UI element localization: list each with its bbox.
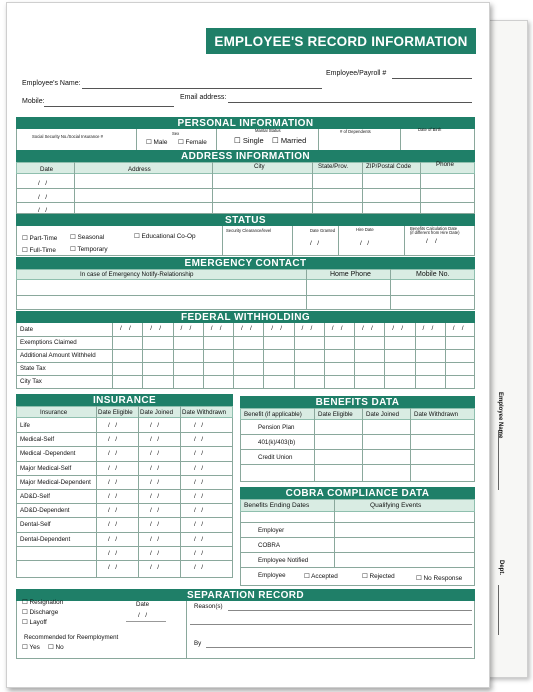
- divider: [136, 129, 137, 151]
- divider: [362, 408, 363, 482]
- educational-label: Educational Co-Op: [141, 233, 196, 240]
- by-label: By: [194, 640, 202, 647]
- side-line-1: [498, 430, 499, 490]
- cobra-row-cobra: COBRA: [258, 542, 281, 549]
- resignation-checkbox[interactable]: ☐ Resignation: [22, 599, 64, 606]
- cobra-employee-label: Employee: [258, 572, 286, 579]
- insurance-date-slashes[interactable]: / /: [194, 422, 204, 429]
- layoff-label: Layoff: [29, 619, 47, 626]
- security-label: Security Clearance/level: [226, 228, 272, 233]
- benefits-calc-note: (if different from Hire Date): [410, 230, 460, 235]
- insurance-date-slashes[interactable]: / /: [108, 464, 118, 472]
- insurance-date-slashes[interactable]: / /: [150, 549, 160, 557]
- federal-date-slashes[interactable]: / /: [422, 325, 434, 332]
- full-time-checkbox[interactable]: ☐ Full-Time: [22, 247, 56, 254]
- divider: [312, 162, 313, 214]
- accepted-label: Accepted: [311, 573, 338, 580]
- insurance-col-eligible: Date Eligible: [98, 409, 133, 416]
- federal-date-slashes[interactable]: / /: [180, 325, 192, 332]
- married-label: Married: [280, 136, 307, 145]
- hire-date-label: Hire Date: [356, 227, 374, 232]
- insurance-date-slashes[interactable]: / /: [108, 549, 118, 557]
- insurance-row-line: [16, 446, 233, 447]
- federal-date-slashes[interactable]: / /: [452, 325, 464, 332]
- insurance-row-label: Medical-Self: [20, 436, 55, 444]
- emergency-row-line: [16, 295, 475, 296]
- insurance-date-slashes[interactable]: / /: [150, 521, 160, 529]
- accepted-checkbox[interactable]: ☐ Accepted: [304, 573, 338, 580]
- insurance-row-label: Dental-Dependent: [20, 535, 71, 543]
- federal-column-divider: [384, 323, 385, 389]
- separation-section-bar: SEPARATION RECORD: [16, 589, 475, 601]
- insurance-date-slashes[interactable]: / /: [108, 493, 118, 500]
- cobra-row-line: [240, 522, 475, 523]
- federal-column-divider: [173, 323, 174, 389]
- insurance-col-withdrawn: Date Withdrawn: [182, 409, 227, 416]
- full-time-label: Full-Time: [29, 247, 56, 254]
- temporary-checkbox[interactable]: ☐ Temporary: [70, 246, 108, 253]
- divider: [420, 162, 421, 214]
- federal-column-divider: [203, 323, 204, 389]
- federal-row-exemptions: Exemptions Claimed: [20, 339, 77, 346]
- divider: [186, 601, 187, 659]
- employees-name-line[interactable]: [82, 88, 322, 89]
- divider: [334, 499, 335, 567]
- form-title: EMPLOYEE'S RECORD INFORMATION: [206, 28, 476, 54]
- home-phone-label: Home Phone: [330, 271, 371, 278]
- insurance-row-label: Life: [20, 422, 30, 429]
- insurance-row-label: Medical -Dependent: [20, 450, 76, 458]
- discharge-label: Discharge: [29, 609, 59, 616]
- federal-row-line: [16, 349, 475, 350]
- divider: [216, 129, 217, 151]
- benefits-calc-label: Benefits Calculation Date: [410, 226, 458, 231]
- yes-checkbox[interactable]: ☐ Yes: [22, 644, 40, 651]
- federal-row-line: [16, 362, 475, 363]
- federal-date-slashes[interactable]: / /: [120, 325, 131, 332]
- by-line[interactable]: [206, 647, 472, 648]
- federal-column-divider: [354, 323, 355, 389]
- address-grid: [16, 174, 475, 214]
- insurance-date-slashes[interactable]: / /: [194, 507, 204, 515]
- benefits-col-joined: Date Joined: [366, 411, 400, 418]
- no-response-checkbox[interactable]: ☐ No Response: [416, 575, 463, 582]
- insurance-date-slashes[interactable]: / /: [108, 478, 118, 486]
- part-time-checkbox[interactable]: ☐ Part-Time: [22, 235, 58, 242]
- married-checkbox[interactable]: ☐ Married: [272, 136, 307, 145]
- divider: [410, 408, 411, 482]
- insurance-date-slashes[interactable]: / /: [150, 535, 160, 543]
- divider: [212, 162, 213, 214]
- address-col-date: Date: [40, 166, 54, 173]
- divider: [400, 129, 401, 151]
- single-label: Single: [242, 136, 264, 145]
- side-label-employee-name: Employee Name: [497, 392, 503, 439]
- federal-row-city: City Tax: [20, 378, 42, 385]
- mobile-no-label: Mobile No.: [416, 271, 450, 278]
- no-label: No: [55, 644, 64, 651]
- benefits-row-line: [240, 434, 475, 435]
- insurance-date-slashes[interactable]: / /: [150, 436, 160, 444]
- employees-name-label: Employee's Name:: [22, 80, 81, 87]
- address-col-address: Address: [128, 166, 151, 173]
- benefits-col-eligible: Date Eligible: [318, 411, 353, 418]
- insurance-col-joined: Date Joined: [140, 409, 174, 416]
- divider: [362, 162, 363, 214]
- cobra-row-line: [240, 567, 475, 568]
- insurance-date-slashes[interactable]: / /: [194, 549, 204, 557]
- address-col-phone: Phone: [436, 161, 454, 168]
- insurance-date-slashes[interactable]: / /: [108, 436, 118, 444]
- benefits-row-line: [240, 449, 475, 450]
- address-section-bar: ADDRESS INFORMATION: [16, 150, 475, 162]
- address-row-line: [16, 188, 475, 189]
- cobra-row-line: [240, 552, 475, 553]
- federal-column-divider: [415, 323, 416, 389]
- insurance-date-slashes[interactable]: / /: [194, 564, 204, 571]
- federal-column-divider: [233, 323, 234, 389]
- federal-date-slashes[interactable]: / /: [241, 325, 252, 332]
- divider: [314, 408, 315, 482]
- federal-row-state: State Tax: [20, 365, 46, 372]
- male-checkbox[interactable]: ☐ Male: [146, 139, 168, 146]
- federal-date-slashes[interactable]: / /: [271, 325, 283, 332]
- insurance-row-line: [16, 517, 233, 518]
- benefits-row-line: [240, 464, 475, 465]
- federal-column-divider: [445, 323, 446, 389]
- reasons-line[interactable]: [228, 610, 472, 611]
- insurance-row-line: [16, 546, 233, 547]
- insurance-date-slashes[interactable]: / /: [108, 422, 118, 429]
- cobra-section-bar: COBRA COMPLIANCE DATA: [240, 487, 475, 499]
- benefits-ending-label: Benefits Ending Dates: [244, 502, 310, 509]
- insurance-date-slashes[interactable]: / /: [150, 450, 160, 458]
- federal-column-divider: [263, 323, 264, 389]
- insurance-date-slashes[interactable]: / /: [150, 493, 160, 500]
- divider: [222, 226, 223, 256]
- divider: [404, 226, 405, 256]
- date-slashes[interactable]: / /: [38, 194, 48, 201]
- benefits-col-benefit: Benefit (if applicable): [244, 411, 302, 418]
- date-slashes[interactable]: / /: [38, 207, 48, 214]
- insurance-row-line: [16, 489, 233, 490]
- separation-date-label: Date: [136, 601, 150, 608]
- mobile-label: Mobile:: [22, 98, 45, 105]
- benefit-row-pension: Pension Plan: [258, 424, 295, 431]
- insurance-date-slashes[interactable]: / /: [194, 521, 204, 529]
- insurance-date-slashes[interactable]: / /: [150, 507, 160, 515]
- marital-label: Marital Status: [255, 128, 281, 133]
- divider: [338, 226, 339, 256]
- layoff-checkbox[interactable]: ☐ Layoff: [22, 619, 47, 626]
- no-checkbox[interactable]: ☐ No: [48, 644, 64, 651]
- federal-row-line: [16, 375, 475, 376]
- insurance-row-line: [16, 461, 233, 462]
- discharge-checkbox[interactable]: ☐ Discharge: [22, 609, 59, 616]
- reasons-label: Reason(s): [194, 603, 223, 610]
- insurance-date-slashes[interactable]: / /: [194, 436, 204, 444]
- insurance-date-slashes[interactable]: / /: [150, 564, 160, 571]
- insurance-row-line: [16, 432, 233, 433]
- date-slashes[interactable]: / /: [360, 240, 370, 247]
- folder-back-panel: [486, 20, 528, 678]
- federal-date-slashes[interactable]: / /: [301, 325, 313, 332]
- separation-date-line[interactable]: [126, 621, 166, 622]
- resignation-label: Resignation: [29, 599, 64, 606]
- divider: [318, 129, 319, 151]
- federal-date-slashes[interactable]: / /: [210, 325, 222, 332]
- status-section-bar: STATUS: [16, 214, 475, 226]
- insurance-date-slashes[interactable]: / /: [150, 478, 160, 486]
- date-slashes[interactable]: / /: [426, 238, 437, 245]
- temporary-label: Temporary: [77, 246, 108, 253]
- insurance-row-label: Major Medical-Dependent: [20, 478, 91, 486]
- cobra-row-employee-notified: Employee Notified: [258, 557, 309, 564]
- payroll-label: Employee/Payroll #: [326, 70, 387, 77]
- cobra-row-line: [240, 537, 475, 538]
- recommended-label: Recommended for Reemployment: [24, 634, 119, 641]
- female-label: Female: [185, 139, 207, 146]
- federal-date-slashes[interactable]: / /: [362, 325, 373, 332]
- reasons-line[interactable]: [190, 624, 472, 625]
- side-line-2: [498, 585, 499, 635]
- educational-checkbox[interactable]: ☐ Educational Co-Op: [134, 233, 196, 240]
- benefits-section-bar: BENEFITS DATA: [240, 396, 475, 408]
- qualifying-label: Qualifying Events: [370, 502, 422, 509]
- insurance-section-bar: INSURANCE: [16, 394, 233, 406]
- insurance-row-label: Major Medical-Self: [20, 464, 72, 472]
- date-slashes[interactable]: / /: [310, 240, 320, 247]
- federal-date-slashes[interactable]: / /: [392, 325, 404, 332]
- emergency-section-bar: EMERGENCY CONTACT: [16, 257, 475, 269]
- federal-column-divider: [324, 323, 325, 389]
- insurance-row-line: [16, 560, 233, 561]
- address-row-line: [16, 202, 475, 203]
- address-col-city: City: [254, 163, 265, 170]
- payroll-line[interactable]: [392, 78, 472, 79]
- federal-row-line: [16, 336, 475, 337]
- address-col-state: State/Prov.: [318, 163, 349, 170]
- insurance-date-slashes[interactable]: / /: [108, 507, 118, 515]
- divider: [74, 162, 75, 214]
- federal-row-additional: Additional Amount Withheld: [20, 352, 96, 359]
- date-slashes[interactable]: / /: [138, 612, 148, 619]
- insurance-row-label: Dental-Self: [20, 521, 51, 529]
- insurance-date-slashes[interactable]: / /: [108, 450, 118, 458]
- insurance-row-line: [16, 475, 233, 476]
- insurance-date-slashes[interactable]: / /: [150, 422, 160, 429]
- date-granted-label: Date Granted: [310, 228, 336, 233]
- mobile-line[interactable]: [44, 106, 174, 107]
- insurance-date-slashes[interactable]: / /: [108, 564, 118, 571]
- no-response-label: No Response: [423, 575, 463, 582]
- dependents-label: # of Dependents: [340, 129, 371, 134]
- insurance-date-slashes[interactable]: / /: [108, 521, 118, 529]
- part-time-label: Part-Time: [29, 235, 58, 242]
- side-label-dept: Dept.: [498, 560, 504, 575]
- benefit-row-credit-union: Credit Union: [258, 454, 293, 461]
- insurance-date-slashes[interactable]: / /: [194, 535, 204, 543]
- federal-date-slashes[interactable]: / /: [331, 325, 343, 332]
- insurance-date-slashes[interactable]: / /: [108, 535, 118, 543]
- insurance-row-label: AD&D-Self: [20, 493, 50, 500]
- insurance-date-slashes[interactable]: / /: [194, 464, 204, 472]
- federal-section-bar: FEDERAL WITHHOLDING: [16, 311, 475, 323]
- sex-label: Sex: [172, 131, 180, 136]
- insurance-col-insurance: Insurance: [40, 409, 68, 416]
- divider: [390, 269, 391, 310]
- seasonal-checkbox[interactable]: ☐ Seasonal: [70, 234, 105, 241]
- insurance-row-label: AD&D-Dependent: [20, 507, 70, 515]
- insurance-row-line: [16, 532, 233, 533]
- insurance-row-line: [16, 503, 233, 504]
- female-checkbox[interactable]: ☐ Female: [178, 139, 207, 146]
- divider: [292, 226, 293, 256]
- yes-label: Yes: [29, 644, 40, 651]
- federal-row-date: Date: [20, 326, 34, 333]
- insurance-date-slashes[interactable]: / /: [194, 450, 204, 458]
- male-label: Male: [153, 139, 168, 146]
- seasonal-label: Seasonal: [77, 234, 105, 241]
- federal-column-divider: [112, 323, 113, 389]
- insurance-date-slashes[interactable]: / /: [150, 464, 160, 472]
- rejected-checkbox[interactable]: ☐ Rejected: [362, 573, 395, 580]
- divider: [306, 269, 307, 310]
- cobra-row-employer: Employer: [258, 527, 285, 534]
- email-line[interactable]: [228, 102, 472, 103]
- benefit-row-401k: 401(k)/403(b): [258, 439, 296, 446]
- rejected-label: Rejected: [369, 573, 395, 580]
- federal-column-divider: [142, 323, 143, 389]
- federal-date-slashes[interactable]: / /: [150, 325, 162, 332]
- insurance-date-slashes[interactable]: / /: [194, 478, 204, 486]
- ssn-label: Social Security No./Social Insurance #: [32, 134, 103, 139]
- address-col-zip: ZIP/Postal Code: [366, 163, 412, 170]
- benefits-col-withdrawn: Date Withdrawn: [414, 411, 459, 418]
- date-slashes[interactable]: / /: [38, 180, 48, 187]
- email-label: Email address:: [180, 94, 227, 101]
- federal-column-divider: [294, 323, 295, 389]
- relationship-label: In case of Emergency Notify-Relationship: [80, 271, 194, 278]
- single-checkbox[interactable]: ☐ Single: [234, 136, 264, 145]
- dob-label: Date of Birth: [418, 127, 442, 132]
- personal-section-bar: PERSONAL INFORMATION: [16, 117, 475, 129]
- insurance-date-slashes[interactable]: / /: [194, 493, 204, 500]
